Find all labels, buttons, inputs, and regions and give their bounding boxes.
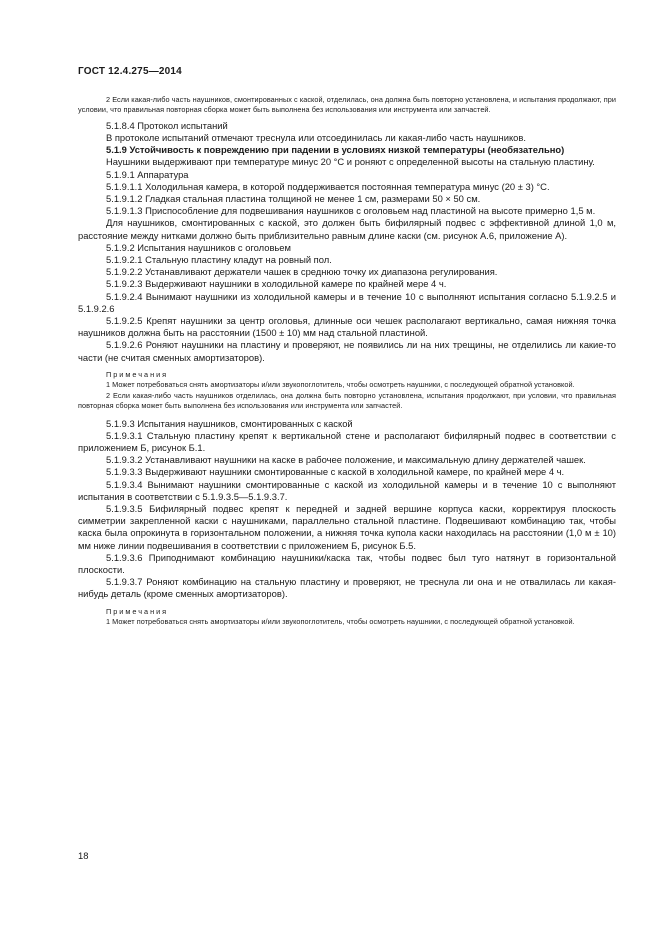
paragraph: В протоколе испытаний отмечают треснула или отсоединилась ли какая-либо часть наушников. xyxy=(106,132,526,144)
paragraph-5-1-9-2-2: 5.1.9.2.2 Устанавливают держатели чашек в среднюю точку их диапазона регулирования. xyxy=(106,266,498,278)
paragraph-5-1-9-3-3: 5.1.9.3.3 Выдерживают наушники смонтированные с каской в холодильной камере, по крайней мере 4 ч. xyxy=(106,466,565,478)
note-item: 1 Может потребоваться снять амортизаторы и/или звукопоглотитель, чтобы осмотреть наушники, с последующей обратной установкой. xyxy=(106,616,575,626)
note-item: 1 Может потребоваться снять амортизаторы и/или звукопоглотитель, чтобы осмотреть наушники, с последующей обратной установкой. xyxy=(106,380,575,390)
paragraph-5-1-9-2-6: 5.1.9.2.6 Роняют наушники на пластину и проверяют, не появились ли на них трещины, не отделились ли какие-то части (не считая сменных амортизаторов). xyxy=(78,339,616,363)
paragraph-5-1-9-1-2: 5.1.9.1.2 Гладкая стальная пластина толщиной не менее 1 см, размерами 50 × 50 см. xyxy=(106,193,481,205)
paragraph-5-1-9-3-5: 5.1.9.3.5 Бифилярный подвес крепят к передней и задней вершине корпуса каски, корректируя плоскость симметрии закрепленной каски с наушниками, параллельно стальной пластине. Подвешивают комбинацию так, чтобы каска была опрокинута в горизонтальном положении, а нижняя точка купола каски находилась на расстоянии (1,0 м ± 10) мм ниже линии подвешивания в соответствии с приложением Б, рисунок Б.5. xyxy=(78,502,616,551)
paragraph-5-1-9-1: 5.1.9.1 Аппаратура xyxy=(106,168,189,180)
paragraph-5-1-9-2-4: 5.1.9.2.4 Вынимают наушники из холодильной камеры и в течение 10 с выполняют испытания согласно 5.1.9.2.5 и 5.1.9.2.6 xyxy=(78,290,616,314)
paragraph-5-1-9-2-1: 5.1.9.2.1 Стальную пластину кладут на ровный пол. xyxy=(106,254,332,266)
paragraph-5-1-8-4: 5.1.8.4 Протокол испытаний xyxy=(106,119,228,131)
paragraph-5-1-9-3: 5.1.9.3 Испытания наушников, смонтированных с каской xyxy=(106,417,353,429)
paragraph-5-1-9-2-5: 5.1.9.2.5 Крепят наушники за центр оголовья, длинные оси чешек располагают вертикально, самая нижняя точка наушников должна быть на расстоянии (1500 ± 10) мм над стальной пластиной. xyxy=(78,315,616,339)
note-item: 2 Если какая-либо часть наушников, смонтированных с каской, отделилась, она должна быть повторно установлена, и испытания продолжают, при условии, что правильная повторная сборка может быть выполнена без использования или инструмента или запчастей. xyxy=(78,95,616,115)
notes-heading: Примечания xyxy=(106,606,169,616)
section-heading-5-1-9: 5.1.9 Устойчивость к повреждению при падении в условиях низкой температуры (необязательно) xyxy=(106,144,565,156)
notes-heading: Примечания xyxy=(106,369,169,379)
paragraph-5-1-9-3-1: 5.1.9.3.1 Стальную пластину крепят к вертикальной стене и располагают бифилярный подвес в соответствии с приложением Б, рисунок Б.1. xyxy=(78,429,616,453)
page-number: 18 xyxy=(78,850,89,861)
paragraph-5-1-9-3-6: 5.1.9.3.6 Приподнимают комбинацию наушники/каска так, чтобы подвес был туго натянут в горизонтальной плоскости. xyxy=(78,551,616,575)
paragraph-5-1-9-3-4: 5.1.9.3.4 Вынимают наушники смонтированные с каской из холодильной камеры и в течение 10 с выполняют испытания в соответствии с 5.1.9.3.5—5.1.9.3.7. xyxy=(78,478,616,502)
paragraph-5-1-9-1-3: 5.1.9.1.3 Приспособление для подвешивания наушников с оголовьем над пластиной на высоте примерно 1,5 м. xyxy=(106,205,596,217)
paragraph-5-1-9-3-7: 5.1.9.3.7 Роняют комбинацию на стальную пластину и проверяют, не треснула ли она и не отвалилась ли какая-нибудь деталь (кроме сменных амортизаторов). xyxy=(78,576,616,600)
paragraph: Для наушников, смонтированных с каской, это должен быть бифилярный подвес с эффективной длиной 1,0 м, расстояние между нитками должно быть приблизительно равным длине каски (см. рисунок А.6, приложение А). xyxy=(78,217,616,241)
paragraph: Наушники выдерживают при температуре минус 20 °С и роняют с определенной высоты на стальную пластину. xyxy=(106,156,595,168)
paragraph-5-1-9-2: 5.1.9.2 Испытания наушников с оголовьем xyxy=(106,241,291,253)
note-item: 2 Если какая-либо часть наушников отделилась, она должна быть повторно установлена, испытания продолжают, при условии, что правильная повторная сборка может быть выполнена без использования или инструмента или запчастей. xyxy=(78,390,616,411)
document-code-header: ГОСТ 12.4.275—2014 xyxy=(78,66,182,77)
paragraph-5-1-9-3-2: 5.1.9.3.2 Устанавливают наушники на каске в рабочее положение, и максимальную длину держателей чашек. xyxy=(106,454,586,466)
paragraph-5-1-9-2-3: 5.1.9.2.3 Выдерживают наушники в холодильной камере по крайней мере 4 ч. xyxy=(106,278,447,290)
paragraph-5-1-9-1-1: 5.1.9.1.1 Холодильная камера, в которой поддерживается постоянная температура минус (20 ± 3) °С. xyxy=(106,180,550,192)
document-body xyxy=(78,95,616,627)
